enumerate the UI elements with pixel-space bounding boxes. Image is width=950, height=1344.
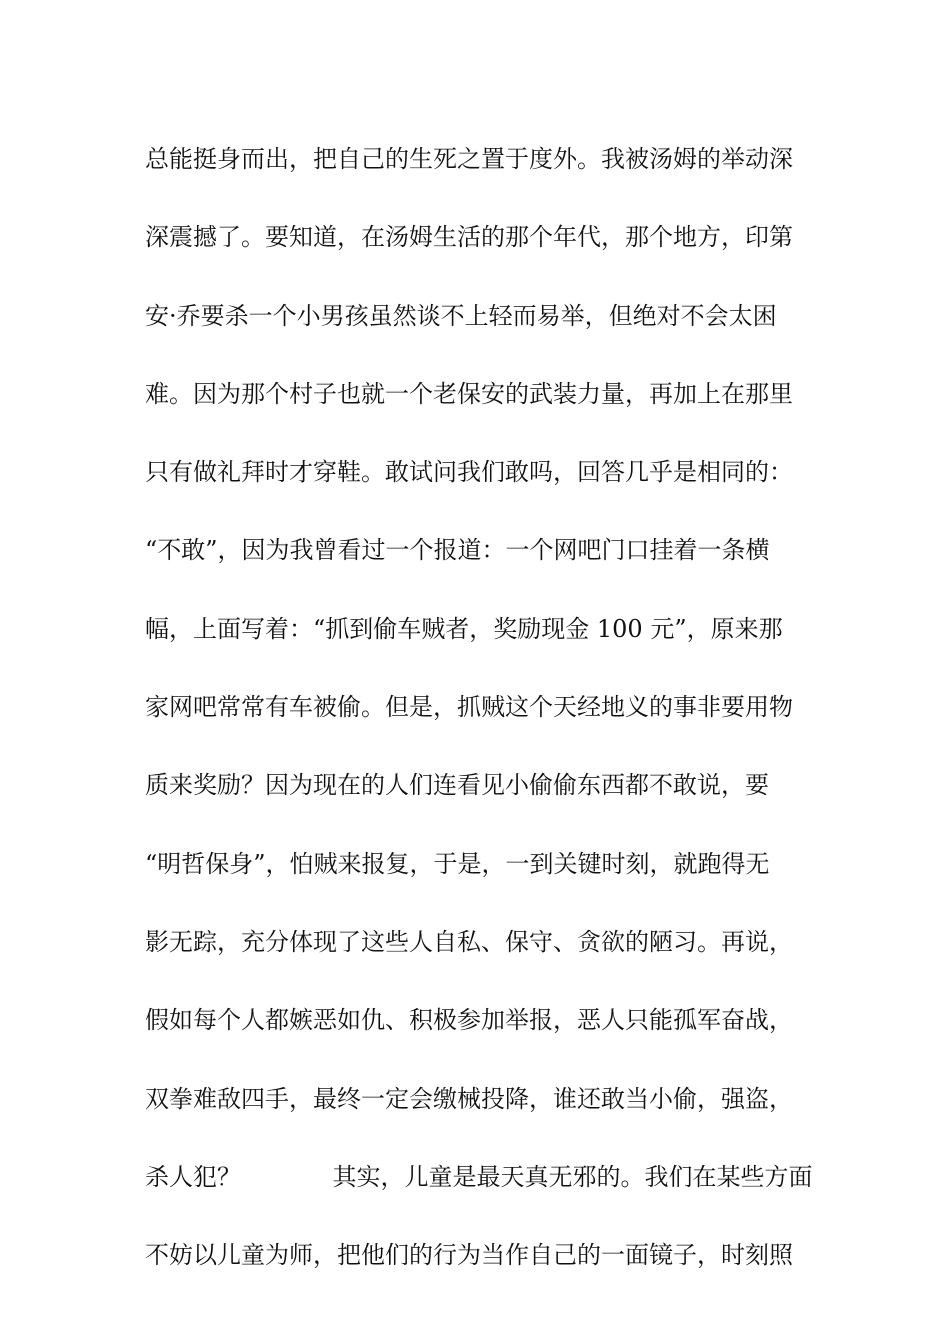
text-line: 影无踪，充分体现了这些人自私、保守、贪欲的陋习。再说，	[145, 927, 793, 956]
text-line: “不敢”，因为我曾看过一个报道：一个网吧门口挂着一条横	[145, 536, 770, 565]
text-line: 假如每个人都嫉恶如仇、积极参加举报，恶人只能孤军奋战，	[145, 1006, 793, 1035]
text-line: 难。因为那个村子也就一个老保安的武装力量，再加上在那里	[145, 379, 793, 408]
text-line: 幅，上面写着：“抓到偷车贼者，奖励现金 100 元”，原来那	[145, 614, 783, 643]
text-line: 双拳难敌四手，最终一定会缴械投降，谁还敢当小偷，强盗，	[145, 1084, 793, 1113]
text-line: 家网吧常常有车被偷。但是，抓贼这个天经地义的事非要用物	[145, 693, 793, 722]
text-line: 质来奖励？因为现在的人们连看见小偷偷东西都不敢说，要	[145, 771, 769, 800]
text-line: 不妨以儿童为师，把他们的行为当作自己的一面镜子，时刻照	[145, 1241, 793, 1270]
body-text	[145, 134, 815, 1308]
text-line: “明哲保身”，怕贼来报复，于是，一到关键时刻，就跑得无	[145, 849, 770, 878]
text-line: 深震撼了。要知道，在汤姆生活的那个年代，那个地方，印第	[145, 223, 793, 252]
text-line: 杀人犯？ 其实，儿童是最天真无邪的。我们在某些方面	[145, 1162, 813, 1191]
text-line: 只有做礼拜时才穿鞋。敢试问我们敢吗，回答几乎是相同的：	[145, 458, 793, 487]
text-line: 安·乔要杀一个小男孩虽然谈不上轻而易举，但绝对不会太困	[145, 301, 777, 330]
text-line: 总能挺身而出，把自己的生死之置于度外。我被汤姆的举动深	[145, 145, 793, 173]
